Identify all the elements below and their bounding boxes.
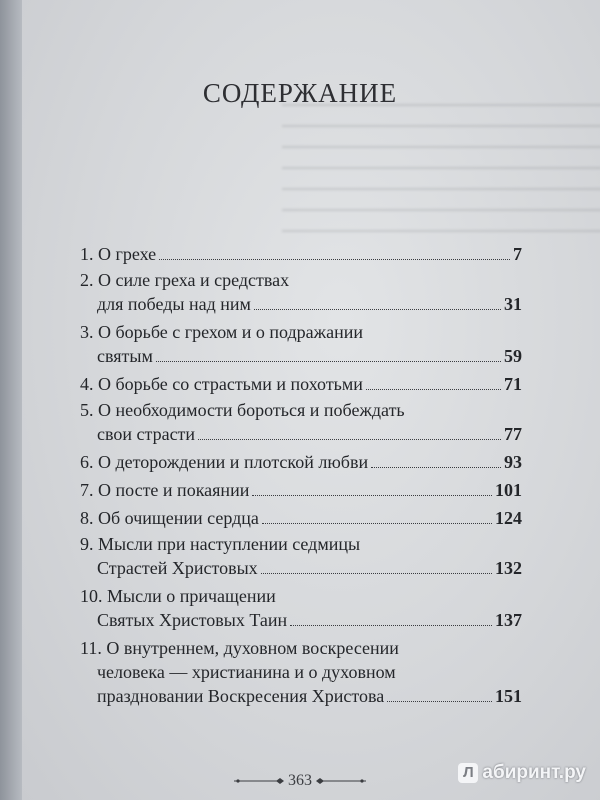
toc-entry-line (80, 450, 522, 474)
toc-entry-line (80, 398, 522, 422)
toc-entry-text: 10. Мысли о причащении (80, 586, 276, 606)
toc-entry-line (80, 372, 522, 396)
watermark (458, 762, 586, 784)
toc-page-number: 7 (513, 244, 522, 264)
toc-page-number: 151 (495, 686, 522, 706)
toc-entry-text: 11. О внутреннем, духовном воскресении (80, 638, 399, 658)
toc-leader-dots (387, 701, 492, 702)
table-of-contents (80, 242, 522, 708)
toc-entry-text: 3. О борьбе с грехом и о подражании (80, 322, 363, 342)
toc-entry (80, 398, 522, 446)
toc-entry-line (80, 320, 522, 344)
toc-entry (80, 242, 522, 266)
toc-entry-text: 5. О необходимости бороться и побеждать (80, 400, 405, 420)
toc-entry-text: Святых Христовых Таин (97, 610, 288, 630)
watermark-logo-icon: Л (458, 763, 478, 783)
toc-page-number: 101 (495, 480, 522, 500)
toc-leader-dots (290, 625, 492, 626)
page-number: 363 (288, 772, 312, 789)
toc-entry (80, 450, 522, 474)
toc-leader-dots (254, 309, 501, 310)
toc-page-number: 77 (504, 424, 522, 444)
toc-leader-dots (371, 467, 501, 468)
toc-entry-line (80, 684, 522, 708)
toc-page-number: 71 (504, 374, 522, 394)
toc-leader-dots (198, 439, 501, 440)
toc-entry (80, 636, 522, 708)
toc-page-number: 132 (495, 558, 522, 578)
toc-entry-text: 1. О грехе (80, 244, 157, 264)
toc-entry (80, 320, 522, 368)
toc-page-number: 31 (504, 294, 522, 314)
left-ornament-icon (232, 776, 284, 786)
toc-entry-line (80, 478, 522, 502)
toc-page-number: 59 (504, 346, 522, 366)
toc-leader-dots (366, 389, 501, 390)
toc-entry-line (80, 608, 522, 632)
toc-entry-text: для победы над ним (97, 294, 251, 314)
toc-leader-dots (156, 361, 501, 362)
toc-entry-line (80, 556, 522, 580)
toc-entry-line (80, 422, 522, 446)
right-ornament-icon (316, 776, 368, 786)
toc-entry-text: 4. О борьбе со страстьми и похотьми (80, 374, 363, 394)
toc-entry-text: человека — христианина и о духовном (97, 662, 396, 682)
page-title: СОДЕРЖАНИЕ (202, 78, 398, 108)
toc-entry (80, 268, 522, 316)
toc-entry-line (80, 584, 522, 608)
toc-entry-line (80, 532, 522, 556)
toc-entry-text: 8. Об очищении сердца (80, 508, 259, 528)
toc-entry (80, 584, 522, 632)
toc-entry (80, 506, 522, 530)
toc-entry-line (80, 660, 522, 684)
toc-entry-line (80, 636, 522, 660)
toc-entry (80, 372, 522, 396)
toc-leader-dots (261, 573, 492, 574)
toc-entry-line (80, 344, 522, 368)
toc-entry-text: 2. О силе греха и средствах (80, 270, 290, 290)
toc-entry-text: 7. О посте и покаянии (80, 480, 250, 500)
toc-entry-line (80, 242, 522, 266)
toc-entry (80, 478, 522, 502)
toc-page-number: 124 (495, 508, 522, 528)
toc-entry-text: 9. Мысли при наступлении седмицы (80, 534, 361, 554)
toc-entry-text: святым (97, 346, 153, 366)
toc-leader-dots (159, 259, 510, 260)
toc-entry-text: праздновании Воскресения Христова (97, 686, 385, 706)
toc-entry (80, 532, 522, 580)
toc-entry-text: Страстей Христовых (97, 558, 258, 578)
show-through-text (282, 90, 600, 240)
toc-entry-text: свои страсти (97, 424, 196, 444)
toc-leader-dots (262, 523, 492, 524)
watermark-text: абиринт.ру (482, 762, 586, 783)
toc-entry-line (80, 506, 522, 530)
toc-page-number: 137 (495, 610, 522, 630)
book-page-edge (0, 0, 22, 800)
toc-entry-line (80, 292, 522, 316)
toc-page-number: 93 (504, 452, 522, 472)
toc-entry-text: 6. О деторождении и плотской любви (80, 452, 369, 472)
toc-leader-dots (252, 495, 492, 496)
toc-entry-line (80, 268, 522, 292)
